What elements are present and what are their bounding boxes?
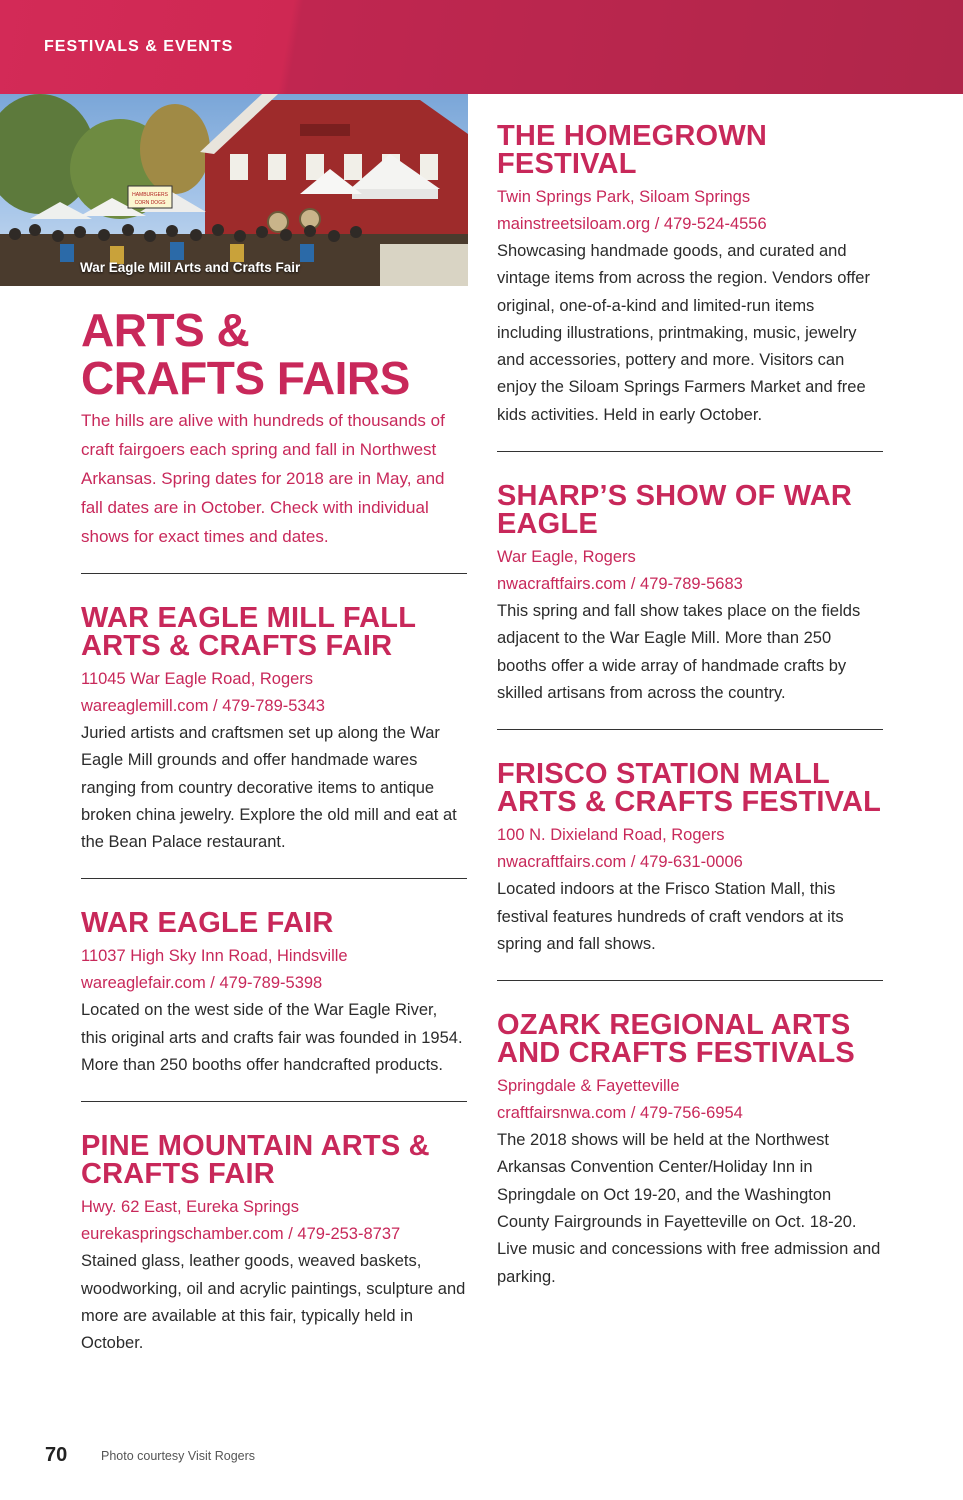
divider [81, 878, 467, 879]
event-location: 11045 War Eagle Road, Rogers [81, 670, 314, 688]
event-location: Hwy. 62 East, Eureka Springs [81, 1198, 299, 1217]
page-title-line: CRAFTS FAIRS [81, 352, 410, 404]
window [230, 154, 248, 180]
event-photo [0, 94, 468, 286]
event-location: Springdale & Fayetteville [497, 1077, 680, 1096]
event-location: Twin Springs Park, Siloam Springs [497, 188, 751, 206]
right-column [497, 122, 883, 1291]
event-contact: eurekaspringschamber.com / 479-253-8737 [81, 1225, 401, 1244]
event-entry [81, 604, 467, 856]
window [344, 154, 362, 180]
divider [81, 1101, 467, 1102]
event-title: SHARP’S SHOW OF WAR EAGLE [497, 480, 853, 541]
page-number: 70 [45, 1444, 68, 1466]
hay-bales [380, 244, 468, 286]
event-title: WAR EAGLE MILL FALL ARTS & CRAFTS FAIR [81, 602, 416, 662]
intro-text: The hills are alive with hundreds of thousands of craft fairgoers each spring and fall in Northwest Arkansas. Spring dates for 2018 are in May, and fall dates are in October. Check with individual shows for exact times and dates. [81, 411, 445, 546]
page-title [81, 306, 467, 402]
food-sign-text: HAMBURGERS [132, 192, 168, 198]
mill-wheel [268, 212, 288, 232]
event-description: The 2018 shows will be held at the Northwest Arkansas Convention Center/Holiday Inn in Springdale on Oct 19-20, and the Washington County Fairgrounds in Fayetteville on Oct. 18-20. Live music and concessions with free admission and parking. [497, 1131, 881, 1286]
event-title: WAR EAGLE FAIR [81, 907, 334, 940]
event-contact: nwacraftfairs.com / 479-631-0006 [497, 853, 743, 872]
divider [497, 980, 883, 981]
page-title-line: ARTS & [81, 304, 250, 356]
divider [81, 573, 467, 574]
window [420, 154, 438, 180]
event-description: Stained glass, leather goods, weaved baskets, woodworking, oil and acrylic paintings, sculpture and more are available at this fair, typically held in October. [81, 1252, 466, 1353]
event-location: War Eagle, Rogers [497, 548, 636, 567]
window [306, 154, 324, 180]
event-contact: wareaglefair.com / 479-789-5398 [81, 974, 323, 993]
event-title: FRISCO STATION MALL ARTS & CRAFTS FESTIVAL [497, 758, 882, 819]
event-entry [81, 909, 467, 1079]
event-description: Showcasing handmade goods, and curated and vintage items from across the region. Vendors offer original, one-of-a-kind and limited-run items including illustrations, printmaking, music, jewelry and accessories, pottery and more. Visitors can enjoy the Siloam Springs Farmers Market and free kids activities. Held in early October. [497, 242, 870, 424]
photo-credit: Photo courtesy Visit Rogers [101, 1449, 256, 1463]
tent-skirt [352, 189, 438, 199]
section-label: FESTIVALS & EVENTS [44, 38, 234, 55]
photo-illustration [0, 94, 468, 286]
event-title: OZARK REGIONAL ARTS AND CRAFTS FESTIVALS [497, 1009, 855, 1070]
photo-caption: War Eagle Mill Arts and Crafts Fair [80, 260, 301, 275]
event-contact: wareaglemill.com / 479-789-5343 [81, 697, 325, 715]
food-sign-text: CORN DOGS [134, 200, 166, 206]
event-description: Located on the west side of the War Eagle River, this original arts and crafts fair was founded in 1954. More than 250 booths offer handcrafted products. [81, 1001, 463, 1075]
event-contact: mainstreetsiloam.org / 479-524-4556 [497, 215, 767, 233]
divider [497, 451, 883, 452]
event-entry [497, 482, 883, 707]
event-entry [497, 760, 883, 958]
event-description: Located indoors at the Frisco Station Mall, this festival features hundreds of craft vendors at its spring and fall shows. [497, 880, 844, 953]
event-contact: craftfairsnwa.com / 479-756-6954 [497, 1104, 743, 1123]
divider [497, 729, 883, 730]
event-title: PINE MOUNTAIN ARTS & CRAFTS FAIR [81, 1130, 430, 1191]
event-title: THE HOMEGROWN FESTIVAL [497, 120, 768, 180]
tree [140, 104, 210, 194]
event-entry [81, 1132, 467, 1357]
event-description: This spring and fall show takes place on the fields adjacent to the War Eagle Mill. More than 250 booths offer a wide array of handmade crafts by skilled artisans from across the country. [497, 602, 861, 702]
header-band [0, 0, 963, 94]
event-entry [497, 1011, 883, 1291]
event-contact: nwacraftfairs.com / 479-789-5683 [497, 575, 743, 594]
event-description: Juried artists and craftsmen set up along the War Eagle Mill grounds and offer handmade wares ranging from country decorative items to antique broken china jewelry. Explore the old mill and eat at the Bean Palace restaurant. [81, 724, 457, 852]
event-location: 100 N. Dixieland Road, Rogers [497, 826, 725, 845]
left-column [81, 306, 467, 1358]
window [268, 154, 286, 180]
event-entry [497, 122, 883, 429]
mill-sign [300, 124, 350, 136]
event-location: 11037 High Sky Inn Road, Hindsville [81, 947, 348, 966]
